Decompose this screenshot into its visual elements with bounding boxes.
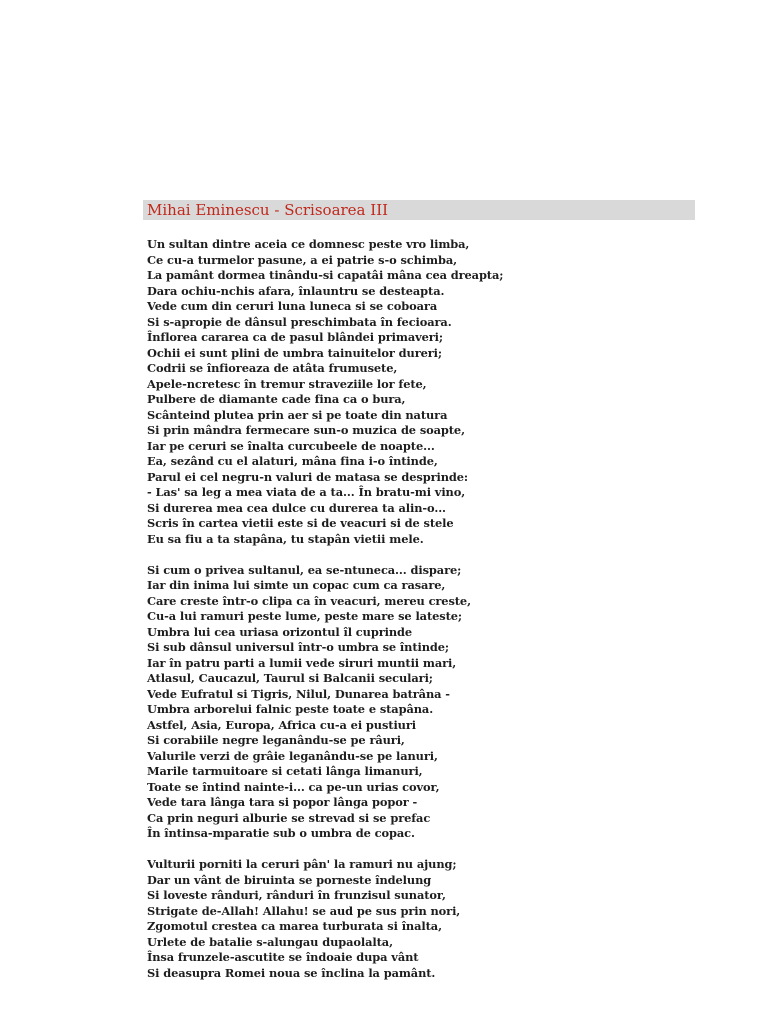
- poem-line: Pulbere de diamante cade fina ca o bura,: [147, 392, 406, 406]
- document-title: Mihai Eminescu - Scrisoarea III: [147, 201, 389, 219]
- poem-line: Vede tara lânga tara si popor lânga popor -: [147, 795, 418, 809]
- poem-line: Si cum o privea sultanul, ea se-ntuneca... dispare;: [147, 562, 462, 577]
- poem-line: Si s-apropie de dânsul preschimbata în fecioara.: [147, 314, 452, 329]
- poem-line: În întinsa-mparatie sub o umbra de copac.: [147, 826, 415, 840]
- poem-stanza: [147, 857, 707, 981]
- poem-line: Scânteind plutea prin aer si pe toate din natura: [147, 407, 448, 422]
- poem-line: Ca prin neguri alburie se strevad si se prefac: [147, 810, 431, 825]
- poem-line: Marile tarmuitoare si cetati lânga limanuri,: [147, 764, 423, 778]
- poem-line: Si deasupra Romei noua se înclina la pamânt.: [147, 965, 436, 980]
- poem-line: Însa frunzele-ascutite se îndoaie dupa vânt: [147, 950, 419, 964]
- poem-line: Vede Eufratul si Tigris, Nilul, Dunarea batrâna -: [147, 686, 450, 701]
- poem-line: Atlasul, Caucazul, Taurul si Balcanii seculari;: [147, 671, 433, 685]
- poem-line: Valurile verzi de grâie leganându-se pe lanuri,: [147, 748, 438, 763]
- poem-line: Ea, sezând cu el alaturi, mâna fina i-o întinde,: [147, 454, 438, 468]
- poem-line: Dara ochiu-nchis afara, înlauntru se desteapta.: [147, 283, 445, 298]
- poem-line: Umbra arborelui falnic peste toate e stapâna.: [147, 702, 434, 716]
- poem-line: Dar un vânt de biruinta se porneste îndelung: [147, 872, 432, 887]
- poem-line: Astfel, Asia, Europa, Africa cu-a ei pustiuri: [147, 717, 416, 732]
- poem-line: Si corabiile negre leganându-se pe râuri,: [147, 733, 405, 747]
- poem-line: Codrii se înfioreaza de atâta frumusete,: [147, 361, 398, 375]
- poem-line: La pamânt dormea tinându-si capatâi mâna cea dreapta;: [147, 268, 504, 282]
- poem-line: Apele-ncretesc în tremur straveziile lor fete,: [147, 376, 427, 391]
- poem-line: Vede cum din ceruri luna luneca si se coboara: [147, 299, 438, 313]
- poem-line: Eu sa fiu a ta stapâna, tu stapân vietii mele.: [147, 531, 424, 546]
- poem-line: Toate se întind nainte-i... ca pe-un urias covor,: [147, 779, 440, 794]
- poem-line: Vulturii porniti la ceruri pân' la ramuri nu ajung;: [147, 857, 457, 871]
- poem-line: Iar pe ceruri se înalta curcubeele de noapte...: [147, 438, 435, 453]
- poem-line: Cu-a lui ramuri peste lume, peste mare se lateste;: [147, 609, 462, 623]
- poem-line: Umbra lui cea uriasa orizontul îl cuprinde: [147, 624, 413, 639]
- poem-stanza: [147, 237, 707, 547]
- poem-line: Iar în patru parti a lumii vede siruri muntii mari,: [147, 655, 457, 670]
- poem-line: Si sub dânsul universul într-o umbra se întinde;: [147, 640, 450, 654]
- poem-line: Scris în cartea vietii este si de veacuri si de stele: [147, 516, 454, 530]
- poem-line: Si prin mândra fermecare sun-o muzica de soapte,: [147, 423, 465, 437]
- poem-line: Zgomotul crestea ca marea turburata si înalta,: [147, 919, 442, 933]
- poem-line: Urlete de batalie s-alungau dupaolalta,: [147, 934, 393, 949]
- poem-line: Parul ei cel negru-n valuri de matasa se desprinde:: [147, 469, 469, 484]
- poem-line: Ce cu-a turmelor pasune, a ei patrie s-o schimba,: [147, 252, 457, 267]
- poem-line: Iar din inima lui simte un copac cum ca rasare,: [147, 578, 446, 592]
- poem-line: - Las' sa leg a mea viata de a ta... În bratu-mi vino,: [147, 485, 466, 499]
- poem-line: Ochii ei sunt plini de umbra tainuitelor dureri;: [147, 345, 443, 360]
- title-bar: [143, 200, 695, 220]
- poem-line: Strigate de-Allah! Allahu! se aud pe sus prin nori,: [147, 903, 461, 918]
- poem-line: Care creste într-o clipa ca în veacuri, mereu creste,: [147, 593, 471, 608]
- poem-stanza: [147, 563, 707, 842]
- poem-line: Si loveste rânduri, rânduri în frunzisul sunator,: [147, 888, 446, 902]
- poem-line: Si durerea mea cea dulce cu durerea ta alin-o...: [147, 500, 446, 515]
- poem-line: Un sultan dintre aceia ce domnesc peste vro limba,: [147, 237, 470, 251]
- poem-line: Înflorea cararea ca de pasul blândei primaveri;: [147, 330, 443, 344]
- poem-body: [147, 237, 707, 997]
